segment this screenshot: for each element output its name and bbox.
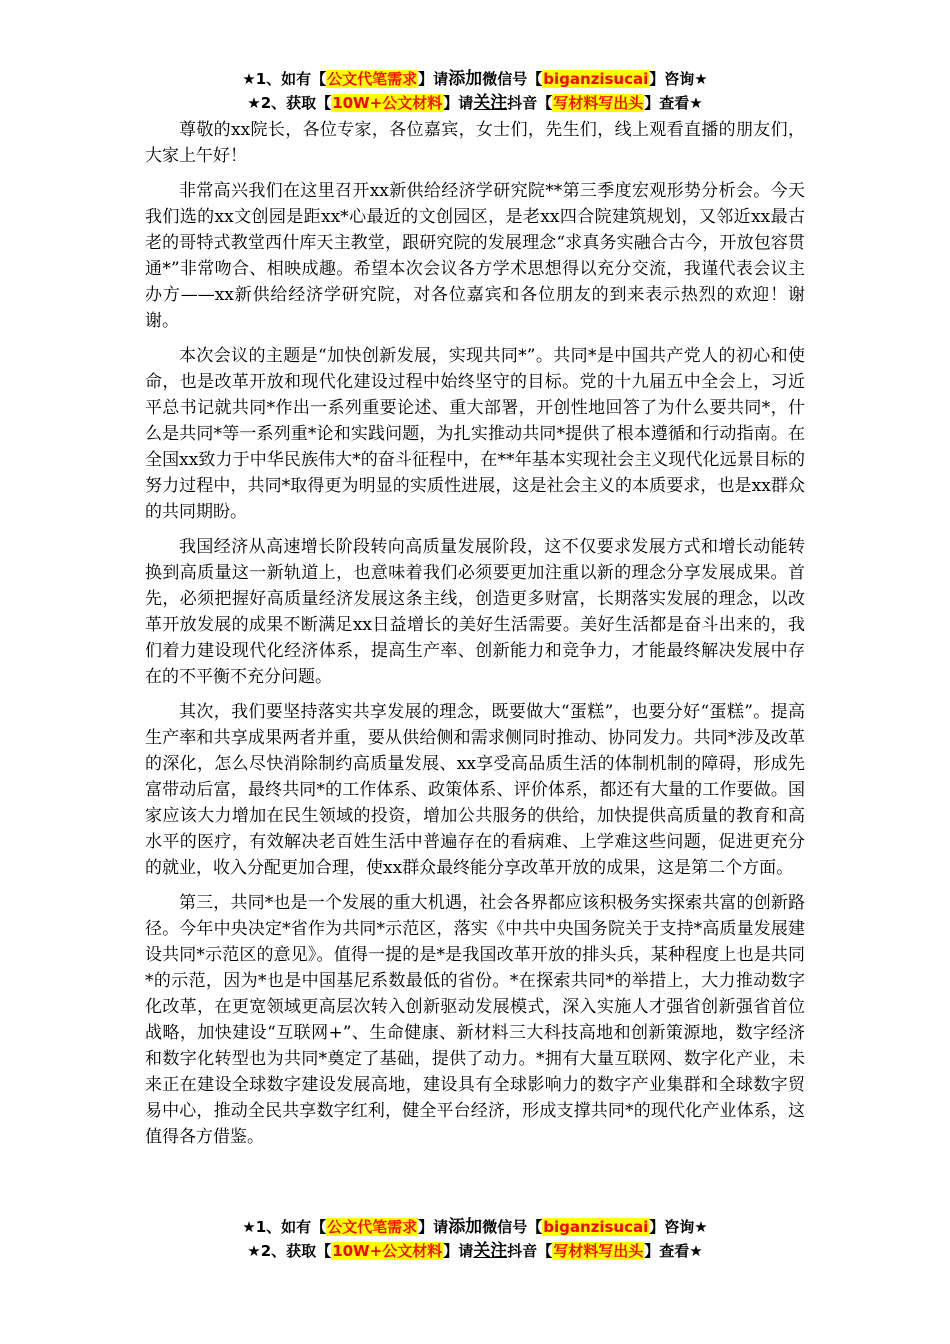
promo-text: ★2、获取【: [247, 1242, 332, 1260]
promo-text: 】请: [418, 1218, 449, 1236]
promo-text: 】请: [443, 94, 474, 112]
promo-highlight: biganzisucai: [543, 1218, 649, 1236]
speech-body: [145, 117, 805, 1159]
promo-text: ★1、如有【: [242, 70, 327, 88]
promo-line-1: [0, 1215, 950, 1239]
promo-text: ★1、如有【: [242, 1218, 327, 1236]
promo-highlight: 写材料写出头: [553, 94, 644, 112]
promo-text: 微信号【: [482, 70, 543, 88]
promo-highlight: 10W+公文材料: [332, 94, 443, 112]
promo-line-1: [0, 67, 950, 91]
promo-highlight: biganzisucai: [543, 70, 649, 88]
promo-text: ★2、获取【: [247, 94, 332, 112]
promo-banner-bottom: [0, 1215, 950, 1263]
promo-emphasis: 添加: [448, 69, 483, 89]
promo-highlight: 10W+公文材料: [332, 1242, 443, 1260]
promo-text: 】请: [443, 1242, 474, 1260]
promo-highlight: 公文代笔需求: [327, 1218, 418, 1236]
promo-highlight: 写材料写出头: [553, 1242, 644, 1260]
promo-banner-top: [0, 67, 950, 115]
promo-text: 】查看★: [644, 1242, 703, 1260]
paragraph-greeting: 尊敬的xx院长，各位专家，各位嘉宾，女士们，先生们，线上观看直播的朋友们，大家上午好！: [145, 120, 805, 166]
paragraph-second-point: 其次，我们要坚持落实共享发展的理念，既要做大“蛋糕”，也要分好“蛋糕”。提高生产率和共享成果两者并重，要从供给侧和需求侧同时推动、协同发力。共同*涉及改革的深化，怎么尽快消除制约高质量发展、xx享受高品质生活的体制机制的障碍，形成先富带动后富，最终共同*的工作体系、政策体系、评价体系，都还有大量的工作要做。国家应该大力增加在民生领域的投资，增加公共服务的供给，加快提供高质量的教育和高水平的医疗，有效解决老百姓生活中普遍存在的看病难、上学难这些问题，促进更充分的就业，收入分配更加合理，使xx群众最终能分享改革开放的成果，这是第二个方面。: [145, 702, 805, 878]
promo-text: 】请: [418, 70, 449, 88]
promo-line-2: [0, 91, 950, 115]
promo-text: 抖音【: [507, 1242, 553, 1260]
paragraph-first-point: 我国经济从高速增长阶段转向高质量发展阶段，这不仅要求发展方式和增长动能转换到高质量这一新轨道上，也意味着我们必须要更加注重以新的理念分享发展成果。首先，必须把握好高质量经济发展这条主线，创造更多财富，长期落实发展的理念，以改革开放发展的成果不断满足xx日益增长的美好生活需要。美好生活都是奋斗出来的，我们着力建设现代化经济体系，提高生产率、创新能力和竞争力，才能最终解决发展中存在的不平衡不充分问题。: [145, 537, 805, 687]
promo-emphasis: 关注: [473, 1241, 508, 1261]
promo-text: 】咨询★: [649, 70, 708, 88]
paragraph-third-point: 第三，共同*也是一个发展的重大机遇，社会各界都应该积极务实探索共富的创新路径。今年中央决定*省作为共同*示范区，落实《中共中央国务院关于支持*高质量发展建设共同*示范区的意见》。值得一提的是*是我国改革开放的排头兵，某种程度上也是共同*的示范，因为*也是中国基尼系数最低的省份。*在探索共同*的举措上，大力推动数字化改革，在更宽领域更高层次转入创新驱动发展模式，深入实施人才强省创新强省首位战略，加快建设“互联网+”、生命健康、新材料三大科技高地和创新策源地，数字经济和数字化转型也为共同*奠定了基础，提供了动力。*拥有大量互联网、数字化产业，未来正在建设全球数字建设发展高地，建设具有全球影响力的数字产业集群和全球数字贸易中心，推动全民共享数字红利，健全平台经济，形成支撑共同*的现代化产业体系，这值得各方借鉴。: [145, 893, 805, 1147]
promo-text: 微信号【: [482, 1218, 543, 1236]
promo-text: 】查看★: [644, 94, 703, 112]
promo-text: 】咨询★: [649, 1218, 708, 1236]
promo-highlight: 公文代笔需求: [327, 70, 418, 88]
promo-emphasis: 添加: [448, 1217, 483, 1237]
promo-text: 抖音【: [507, 94, 553, 112]
promo-line-2: [0, 1239, 950, 1263]
paragraph-welcome: 非常高兴我们在这里召开xx新供给经济学研究院**第三季度宏观形势分析会。今天我们选的xx文创园是距xx*心最近的文创园区，是老xx四合院建筑规划，又邻近xx最古老的哥特式教堂西什库天主教堂，跟研究院的发展理念“求真务实融合古今，开放包容贯通*”非常吻合、相映成趣。希望本次会议各方学术思想得以充分交流，我谨代表会议主办方——xx新供给经济学研究院，对各位嘉宾和各位朋友的到来表示热烈的欢迎！谢谢。: [145, 181, 805, 331]
paragraph-theme: 本次会议的主题是“加快创新发展，实现共同*”。共同*是中国共产党人的初心和使命，也是改革开放和现代化建设过程中始终坚守的目标。党的十九届五中全会上，习近平总书记就共同*作出一系列重要论述、重大部署，开创性地回答了为什么要共同*，什么是共同*等一系列重*论和实践问题，为扎实推动共同*提供了根本遵循和行动指南。在全国xx致力于中华民族伟大*的奋斗征程中，在**年基本实现社会主义现代化远景目标的努力过程中，共同*取得更为明显的实质性进展，这是社会主义的本质要求，也是xx群众的共同期盼。: [145, 346, 805, 522]
promo-emphasis: 关注: [473, 93, 508, 113]
